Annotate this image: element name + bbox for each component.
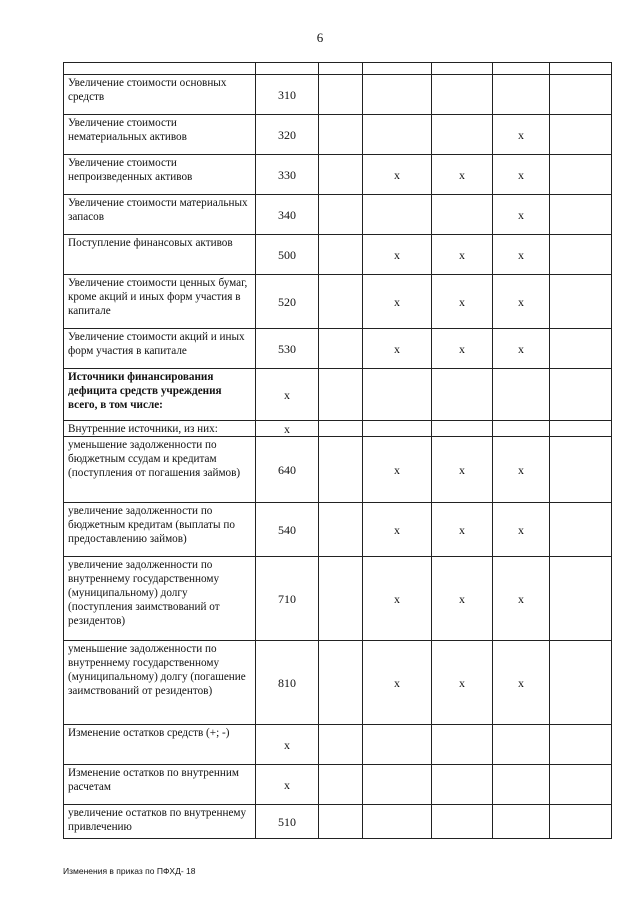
table-row xyxy=(64,437,612,503)
column-6-cell: x xyxy=(493,115,550,155)
table-row xyxy=(64,805,612,839)
row-code-cell: x xyxy=(256,765,319,805)
column-6-cell: x xyxy=(493,235,550,275)
column-4-cell: x xyxy=(363,641,432,725)
column-5-cell xyxy=(432,115,493,155)
column-6-cell xyxy=(493,63,550,75)
column-3-cell xyxy=(319,369,363,421)
column-5-cell: x xyxy=(432,437,493,503)
row-name-cell: Изменение остатков по внутренним расчетам xyxy=(64,765,256,805)
column-6-cell xyxy=(493,765,550,805)
column-5-cell: x xyxy=(432,275,493,329)
column-5-cell xyxy=(432,369,493,421)
column-4-cell xyxy=(363,115,432,155)
table-row xyxy=(64,557,612,641)
column-6-cell: x xyxy=(493,557,550,641)
column-4-cell xyxy=(363,765,432,805)
row-name-cell: Увеличение стоимости нематериальных активов xyxy=(64,115,256,155)
column-4-cell: x xyxy=(363,437,432,503)
row-name-cell: Увеличение стоимости материальных запасов xyxy=(64,195,256,235)
column-7-cell xyxy=(550,805,612,839)
column-3-cell xyxy=(319,437,363,503)
column-7-cell xyxy=(550,421,612,437)
column-7-cell xyxy=(550,503,612,557)
column-3-cell xyxy=(319,805,363,839)
table-row xyxy=(64,725,612,765)
row-name-cell: Увеличение стоимости непроизведенных активов xyxy=(64,155,256,195)
row-name-cell: уменьшение задолженности по бюджетным ссудам и кредитам (поступления от погашения займов) xyxy=(64,437,256,503)
row-code-cell: 510 xyxy=(256,805,319,839)
column-7-cell xyxy=(550,275,612,329)
row-code-cell: x xyxy=(256,369,319,421)
table-row xyxy=(64,329,612,369)
column-4-cell: x xyxy=(363,275,432,329)
column-3-cell xyxy=(319,75,363,115)
column-4-cell: x xyxy=(363,235,432,275)
column-5-cell: x xyxy=(432,329,493,369)
column-3-cell xyxy=(319,641,363,725)
row-name-cell xyxy=(64,63,256,75)
column-7-cell xyxy=(550,235,612,275)
column-4-cell xyxy=(363,421,432,437)
column-7-cell xyxy=(550,437,612,503)
column-3-cell xyxy=(319,155,363,195)
column-4-cell: x xyxy=(363,557,432,641)
column-5-cell xyxy=(432,75,493,115)
column-4-cell: x xyxy=(363,329,432,369)
column-6-cell xyxy=(493,369,550,421)
row-name-cell: увеличение остатков по внутреннему привлечению xyxy=(64,805,256,839)
column-7-cell xyxy=(550,765,612,805)
column-3-cell xyxy=(319,725,363,765)
column-4-cell xyxy=(363,805,432,839)
column-6-cell xyxy=(493,421,550,437)
column-5-cell: x xyxy=(432,557,493,641)
column-6-cell xyxy=(493,805,550,839)
column-4-cell xyxy=(363,725,432,765)
column-5-cell xyxy=(432,195,493,235)
column-6-cell: x xyxy=(493,437,550,503)
row-code-cell: 640 xyxy=(256,437,319,503)
column-5-cell: x xyxy=(432,641,493,725)
column-7-cell xyxy=(550,195,612,235)
column-5-cell: x xyxy=(432,235,493,275)
column-7-cell xyxy=(550,725,612,765)
column-5-cell xyxy=(432,63,493,75)
table-row xyxy=(64,369,612,421)
row-code-cell: x xyxy=(256,725,319,765)
row-code-cell: 710 xyxy=(256,557,319,641)
column-6-cell: x xyxy=(493,329,550,369)
row-name-cell: увеличение задолженности по внутреннему государственному (муниципальному) долгу (поступления заимствований от резидентов) xyxy=(64,557,256,641)
column-4-cell: x xyxy=(363,503,432,557)
table-row xyxy=(64,641,612,725)
column-3-cell xyxy=(319,329,363,369)
column-5-cell xyxy=(432,765,493,805)
row-code-cell: 330 xyxy=(256,155,319,195)
column-6-cell: x xyxy=(493,195,550,235)
column-5-cell xyxy=(432,421,493,437)
row-code-cell xyxy=(256,63,319,75)
row-name-cell: увеличение задолженности по бюджетным кредитам (выплаты по предоставлению займов) xyxy=(64,503,256,557)
column-4-cell xyxy=(363,369,432,421)
table-row xyxy=(64,421,612,437)
table-row xyxy=(64,195,612,235)
row-code-cell: 520 xyxy=(256,275,319,329)
budget-table xyxy=(63,62,612,839)
row-name-cell: Источники финансирования дефицита средств учреждения всего, в том числе: xyxy=(64,369,256,421)
column-3-cell xyxy=(319,503,363,557)
column-3-cell xyxy=(319,557,363,641)
column-4-cell xyxy=(363,195,432,235)
column-3-cell xyxy=(319,765,363,805)
row-name-cell: Увеличение стоимости основных средств xyxy=(64,75,256,115)
column-7-cell xyxy=(550,329,612,369)
column-7-cell xyxy=(550,63,612,75)
table-row xyxy=(64,115,612,155)
column-6-cell: x xyxy=(493,641,550,725)
row-code-cell: 320 xyxy=(256,115,319,155)
table-row xyxy=(64,275,612,329)
column-6-cell: x xyxy=(493,503,550,557)
column-7-cell xyxy=(550,557,612,641)
table-body xyxy=(64,63,612,839)
table-row xyxy=(64,765,612,805)
column-7-cell xyxy=(550,641,612,725)
column-3-cell xyxy=(319,421,363,437)
table-row xyxy=(64,235,612,275)
column-7-cell xyxy=(550,155,612,195)
table-row xyxy=(64,75,612,115)
column-7-cell xyxy=(550,115,612,155)
column-3-cell xyxy=(319,235,363,275)
row-name-cell: уменьшение задолженности по внутреннему государственному (муниципальному) долгу (погашение заимствований от резидентов) xyxy=(64,641,256,725)
table-row xyxy=(64,155,612,195)
column-6-cell xyxy=(493,75,550,115)
column-6-cell xyxy=(493,725,550,765)
row-name-cell: Поступление финансовых активов xyxy=(64,235,256,275)
column-6-cell: x xyxy=(493,275,550,329)
row-code-cell: x xyxy=(256,421,319,437)
row-code-cell: 310 xyxy=(256,75,319,115)
column-5-cell: x xyxy=(432,155,493,195)
row-code-cell: 810 xyxy=(256,641,319,725)
column-4-cell: x xyxy=(363,155,432,195)
column-7-cell xyxy=(550,75,612,115)
row-code-cell: 340 xyxy=(256,195,319,235)
column-7-cell xyxy=(550,369,612,421)
row-code-cell: 500 xyxy=(256,235,319,275)
table-row xyxy=(64,63,612,75)
column-4-cell xyxy=(363,63,432,75)
row-name-cell: Увеличение стоимости акций и иных форм участия в капитале xyxy=(64,329,256,369)
table-row xyxy=(64,503,612,557)
row-code-cell: 540 xyxy=(256,503,319,557)
row-name-cell: Изменение остатков средств (+; -) xyxy=(64,725,256,765)
column-4-cell xyxy=(363,75,432,115)
row-name-cell: Увеличение стоимости ценных бумаг, кроме акций и иных форм участия в капитале xyxy=(64,275,256,329)
column-3-cell xyxy=(319,195,363,235)
column-3-cell xyxy=(319,63,363,75)
column-3-cell xyxy=(319,115,363,155)
column-5-cell: x xyxy=(432,503,493,557)
row-code-cell: 530 xyxy=(256,329,319,369)
column-5-cell xyxy=(432,805,493,839)
column-5-cell xyxy=(432,725,493,765)
row-name-cell: Внутренние источники, из них: xyxy=(64,421,256,437)
column-3-cell xyxy=(319,275,363,329)
column-6-cell: x xyxy=(493,155,550,195)
page-number: 6 xyxy=(316,30,324,45)
footer-note: Изменения в приказ по ПФХД- 18 xyxy=(63,866,196,876)
